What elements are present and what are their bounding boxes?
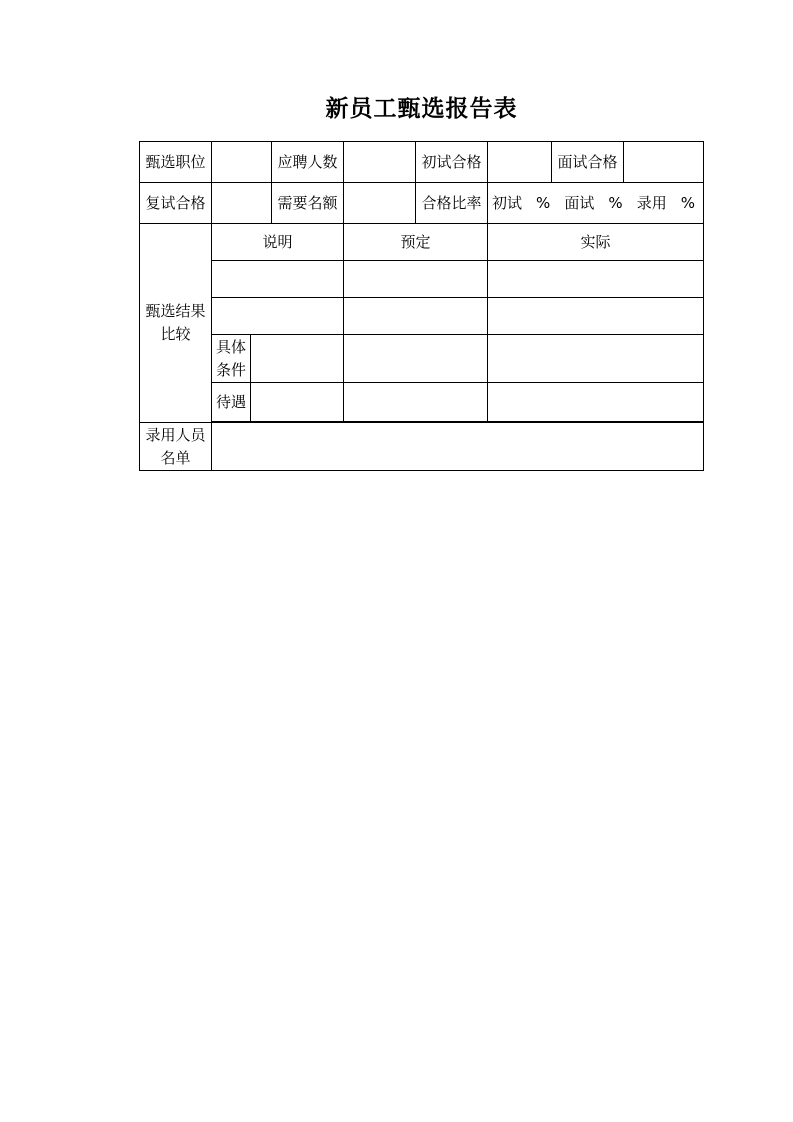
hired-row: [140, 423, 704, 471]
hired-label: [140, 423, 212, 471]
hired-names-value[interactable]: [212, 423, 704, 471]
comparison-section-label: [140, 224, 212, 423]
selection-report-table: [139, 141, 704, 471]
pass-rate-value[interactable]: [488, 183, 704, 224]
comparison-row-1-planned[interactable]: [344, 261, 488, 298]
comparison-row-2: [140, 298, 704, 335]
treatment-value[interactable]: [251, 383, 344, 422]
position-value[interactable]: [212, 142, 272, 183]
comparison-label-line2: 比较: [160, 325, 191, 343]
conditions-label-line2: 条件: [215, 360, 246, 379]
conditions-planned[interactable]: [344, 335, 488, 383]
quota-value[interactable]: [344, 183, 416, 224]
treatment-planned[interactable]: [344, 383, 488, 422]
row-retest: [140, 183, 704, 224]
ratio-first-unit: %: [536, 193, 551, 212]
retest-pass-value[interactable]: [212, 183, 272, 224]
conditions-row: [140, 335, 704, 383]
interview-pass-label: 面试合格: [552, 142, 624, 183]
comparison-row-1-actual[interactable]: [488, 261, 704, 298]
treatment-label: 待遇: [212, 383, 251, 422]
conditions-value[interactable]: [251, 335, 344, 383]
conditions-label-line1: 具体: [215, 337, 246, 356]
first-pass-value[interactable]: [488, 142, 552, 183]
conditions-label: [212, 335, 251, 383]
treatment-row: [140, 383, 704, 422]
comparison-row-2-actual[interactable]: [488, 298, 704, 335]
hired-label-line1: 录用人员: [145, 425, 206, 444]
pass-rate-label: 合格比率: [416, 183, 488, 224]
col-planned: 预定: [344, 224, 488, 261]
ratio-first-label: 初试: [492, 193, 523, 212]
comparison-label-line1: 甄选结果: [145, 302, 206, 320]
ratio-hire-unit: %: [680, 193, 695, 212]
retest-pass-label: 复试合格: [140, 183, 212, 224]
applicants-label: 应聘人数: [272, 142, 344, 183]
ratio-interview-label: 面试: [564, 193, 595, 212]
col-description: 说明: [212, 224, 344, 261]
page-title: 新员工甄选报告表: [325, 96, 518, 122]
comparison-header-row: [140, 224, 704, 261]
comparison-row-2-planned[interactable]: [344, 298, 488, 335]
comparison-row-1-description[interactable]: [212, 261, 344, 298]
col-actual: 实际: [488, 224, 704, 261]
treatment-actual[interactable]: [488, 383, 704, 422]
first-pass-label: 初试合格: [416, 142, 488, 183]
ratio-interview-unit: %: [608, 193, 623, 212]
quota-label: 需要名额: [272, 183, 344, 224]
row-position: [140, 142, 704, 183]
interview-pass-value[interactable]: [624, 142, 704, 183]
position-label: 甄选职位: [140, 142, 212, 183]
comparison-row-2-description[interactable]: [212, 298, 344, 335]
hired-label-line2: 名单: [160, 448, 191, 467]
applicants-value[interactable]: [344, 142, 416, 183]
comparison-row-1: [140, 261, 704, 298]
pass-rate-breakdown: [488, 192, 703, 215]
conditions-actual[interactable]: [488, 335, 704, 383]
ratio-hire-label: 录用: [636, 193, 667, 212]
